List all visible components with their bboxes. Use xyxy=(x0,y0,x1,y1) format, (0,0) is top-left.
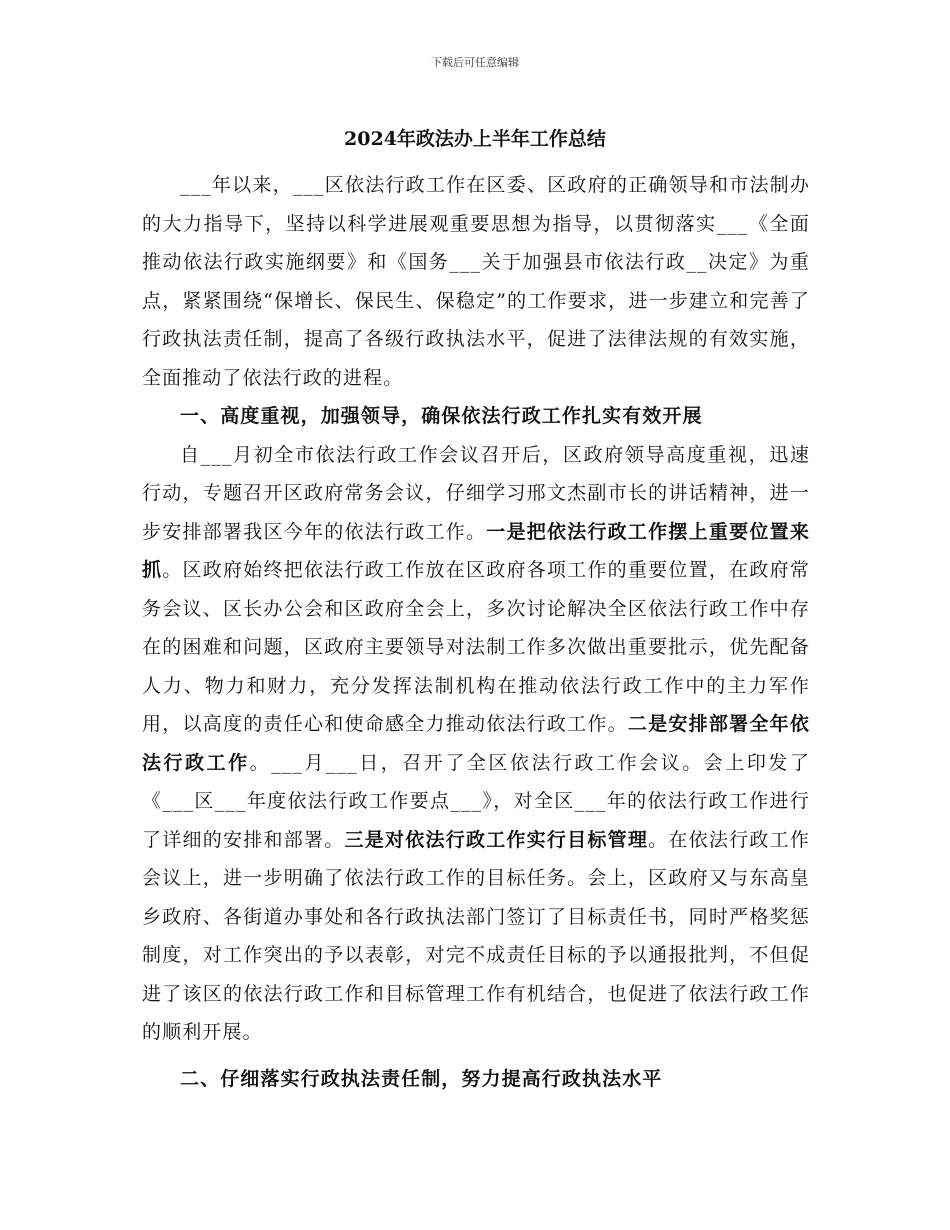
section-1-text-1: 自___月初全市依法行政工作会议召开后，区政府领导高度重视，迅速行动，专题召开区政府常务会议，仔细学习邢文杰副市长的讲话精神，进一步安排部署我区今年的依法行政工作。 xyxy=(142,443,810,543)
intro-paragraph: ___年以来，___区依法行政工作在区委、区政府的正确领导和市法制办的大力指导下，坚持以科学进展观重要思想为指导，以贯彻落实___《全面推动依法行政实施纲要》和《国务___关于加强县市依法行政__决定》为重点，紧紧围绕“保增长、保民生、保稳定”的工作要求，进一步建立和完善了行政执法责任制，提高了各级行政执法水平，促进了法律法规的有效实施，全面推动了依法行政的进程。 xyxy=(142,174,810,389)
section-1-paragraph xyxy=(142,436,810,1052)
section-1-bold-2: 二是安排部署全年依法行政工作 xyxy=(142,713,810,774)
section-1-text-4: 。在依法行政工作会议上，进一步明确了依法行政工作的目标任务。会上，区政府又与东高皇乡政府、各街道办事处和各行政执法部门签订了目标责任书，同时严格奖惩制度，对工作突出的予以表彰，对完不成责任目标的予以通报批判，不但促进了该区的依法行政工作和目标管理工作有机结合，也促进了依法行政工作的顺利开展。 xyxy=(142,828,810,1043)
section-1-heading: 一、高度重视，加强领导，确保依法行政工作扎实有效开展 xyxy=(180,405,703,427)
header-note: 下载后可任意编辑 xyxy=(431,56,519,69)
section-1-bold-1: 一是把依法行政工作摆上重要位置来抓 xyxy=(142,520,811,581)
section-1-bold-3: 三是对依法行政工作实行目标管理 xyxy=(344,828,649,851)
document-body xyxy=(142,166,810,1098)
section-1-text-3: 。___月___日，召开了全区依法行政工作会议。会上印发了《___区___年度依法行政工作要点___》，对全区___年的依法行政工作进行了详细的安排和部署。 xyxy=(142,751,810,851)
section-2-heading: 二、仔细落实行政执法责任制，努力提高行政执法水平 xyxy=(180,1067,663,1090)
section-1-text-2: 。区政府始终把依法行政工作放在区政府各项工作的重要位置，在政府常务会议、区长办公会和区政府全会上，多次讨论解决全区依法行政工作中存在的困难和问题，区政府主要领导对法制工作多次做出重要批示，优先配备人力、物力和财力，充分发挥法制机构在推动依法行政工作中的主力军作用，以高度的责任心和使命感全力推动依法行政工作。 xyxy=(142,559,810,735)
document-title: 2024年政法办上半年工作总结 xyxy=(344,128,606,150)
